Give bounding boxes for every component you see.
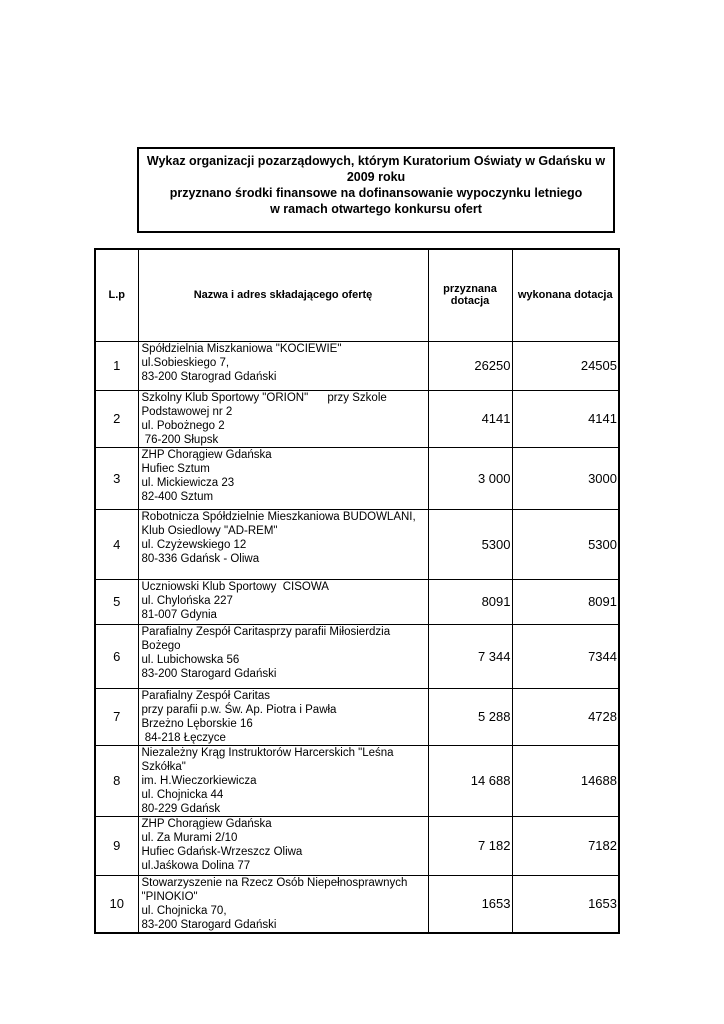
row-executed: 1653: [512, 875, 619, 933]
row-lp: 6: [95, 624, 138, 688]
header-granted: [428, 249, 512, 341]
row-name-address: [138, 875, 428, 933]
row-name-line: ul.Jaśkowa Dolina 77: [141, 859, 251, 872]
row-name-address: [138, 390, 428, 447]
row-name-line: Niezależny Krąg Instruktorów Harcerskich "Leśna: [141, 746, 394, 759]
row-name-address: [138, 745, 428, 816]
row-name-line: ul. Czyżewskiego 12: [141, 538, 247, 551]
row-lp: 5: [95, 579, 138, 624]
row-name-line: 83-200 Starogard Gdański: [141, 918, 277, 931]
row-name-line: Klub Osiedlowy "AD-REM": [141, 524, 278, 537]
row-name-line: Hufiec Sztum: [141, 462, 210, 475]
row-name-line: ul.Sobieskiego 7,: [141, 356, 230, 369]
grants-table: [94, 248, 620, 934]
title-line-1: Wykaz organizacji pozarządowych, którym Kuratorium Oświaty w Gdańsku w: [146, 154, 606, 168]
row-lp: 7: [95, 688, 138, 745]
row-name-line: 76-200 Słupsk: [141, 433, 219, 446]
row-name-line: 81-007 Gdynia: [141, 608, 217, 621]
row-executed: 3000: [512, 447, 619, 509]
header-lp: L.p: [95, 249, 138, 341]
title-line-3: przyznano środki finansowe na dofinansowanie wypoczynku letniego: [169, 186, 583, 200]
row-name-line: Bożego: [141, 639, 181, 652]
row-name-line: Hufiec Gdańsk-Wrzeszcz Oliwa: [141, 845, 303, 858]
row-name-address: [138, 341, 428, 390]
row-name-line: Szkolny Klub Sportowy "ORION" przy Szkole: [141, 391, 387, 404]
row-name-line: Szkółka": [141, 760, 186, 773]
row-name-line: Podstawowej nr 2: [141, 405, 233, 418]
row-executed: 4728: [512, 688, 619, 745]
row-executed: 4141: [512, 390, 619, 447]
row-granted: 8091: [428, 579, 512, 624]
row-executed: 24505: [512, 341, 619, 390]
table-row: [95, 745, 619, 816]
row-granted: 1653: [428, 875, 512, 933]
row-granted: 7 344: [428, 624, 512, 688]
row-granted: 14 688: [428, 745, 512, 816]
header-executed: wykonana dotacja: [512, 249, 619, 341]
document-title: [137, 147, 615, 233]
row-lp: 4: [95, 509, 138, 579]
row-name-line: ul. Chojnicka 44: [141, 788, 224, 801]
row-executed: 14688: [512, 745, 619, 816]
row-name-line: 83-200 Starogard Gdański: [141, 667, 277, 680]
row-name-address: [138, 579, 428, 624]
row-name-line: im. H.Wieczorkiewicza: [141, 774, 257, 787]
row-name-line: Robotnicza Spółdzielnie Mieszkaniowa BUDOWLANI,: [141, 510, 416, 523]
row-granted: 4141: [428, 390, 512, 447]
row-lp: 3: [95, 447, 138, 509]
row-name-line: 83-200 Starograd Gdański: [141, 370, 277, 383]
row-name-line: Parafialny Zespół Caritasprzy parafii Miłosierdzia: [141, 625, 391, 638]
table-row: [95, 688, 619, 745]
table-body: [95, 341, 619, 933]
row-name-line: Spółdzielnia Miszkaniowa "KOCIEWIE": [141, 342, 342, 355]
row-granted: 7 182: [428, 816, 512, 875]
row-name-line: Stowarzyszenie na Rzecz Osób Niepełnosprawnych: [141, 876, 408, 889]
row-granted: 3 000: [428, 447, 512, 509]
row-lp: 2: [95, 390, 138, 447]
table-row: [95, 390, 619, 447]
row-name-line: Uczniowski Klub Sportowy CISOWA: [141, 580, 329, 593]
row-name-address: [138, 509, 428, 579]
row-name-line: ZHP Chorągiew Gdańska: [141, 817, 272, 830]
row-name-line: 82-400 Sztum: [141, 490, 214, 503]
row-name-line: ul. Lubichowska 56: [141, 653, 240, 666]
table-row: [95, 447, 619, 509]
title-line-2: 2009 roku: [346, 170, 406, 184]
row-lp: 10: [95, 875, 138, 933]
row-name-line: Brzeżno Lęborskie 16: [141, 717, 253, 730]
header-granted-line-2: dotacja: [450, 295, 490, 308]
row-name-address: [138, 447, 428, 509]
row-name-line: ul. Chylońska 227: [141, 594, 233, 607]
row-name-line: ul. Za Murami 2/10: [141, 831, 238, 844]
row-name-line: 80-336 Gdańsk - Oliwa: [141, 552, 260, 565]
row-executed: 5300: [512, 509, 619, 579]
table-row: [95, 579, 619, 624]
row-granted: 5300: [428, 509, 512, 579]
row-name-address: [138, 816, 428, 875]
row-lp: 1: [95, 341, 138, 390]
title-line-4: w ramach otwartego konkursu ofert: [270, 202, 482, 216]
table-row: [95, 816, 619, 875]
table-row: [95, 509, 619, 579]
row-name-line: ul. Chojnicka 70,: [141, 904, 227, 917]
row-name-address: [138, 688, 428, 745]
table-header-row: [95, 249, 619, 341]
row-name-line: ul. Mickiewicza 23: [141, 476, 235, 489]
row-lp: 8: [95, 745, 138, 816]
row-name-line: 84-218 Łęczyce: [141, 731, 226, 744]
row-granted: 26250: [428, 341, 512, 390]
row-name-line: 80-229 Gdańsk: [141, 802, 221, 815]
row-name-line: "PINOKIO": [141, 890, 198, 903]
table-row: [95, 875, 619, 933]
row-executed: 8091: [512, 579, 619, 624]
header-name: Nazwa i adres składającego ofertę: [138, 249, 428, 341]
row-name-line: ul. Pobożnego 2: [141, 419, 225, 432]
row-executed: 7182: [512, 816, 619, 875]
row-name-line: Parafialny Zespół Caritas: [141, 689, 270, 702]
table-row: [95, 341, 619, 390]
table-row: [95, 624, 619, 688]
row-granted: 5 288: [428, 688, 512, 745]
header-granted-line-1: przyznana: [443, 283, 497, 296]
row-executed: 7344: [512, 624, 619, 688]
row-name-line: ZHP Chorągiew Gdańska: [141, 448, 272, 461]
row-name-line: przy parafii p.w. Św. Ap. Piotra i Pawła: [141, 703, 337, 716]
row-lp: 9: [95, 816, 138, 875]
row-name-address: [138, 624, 428, 688]
